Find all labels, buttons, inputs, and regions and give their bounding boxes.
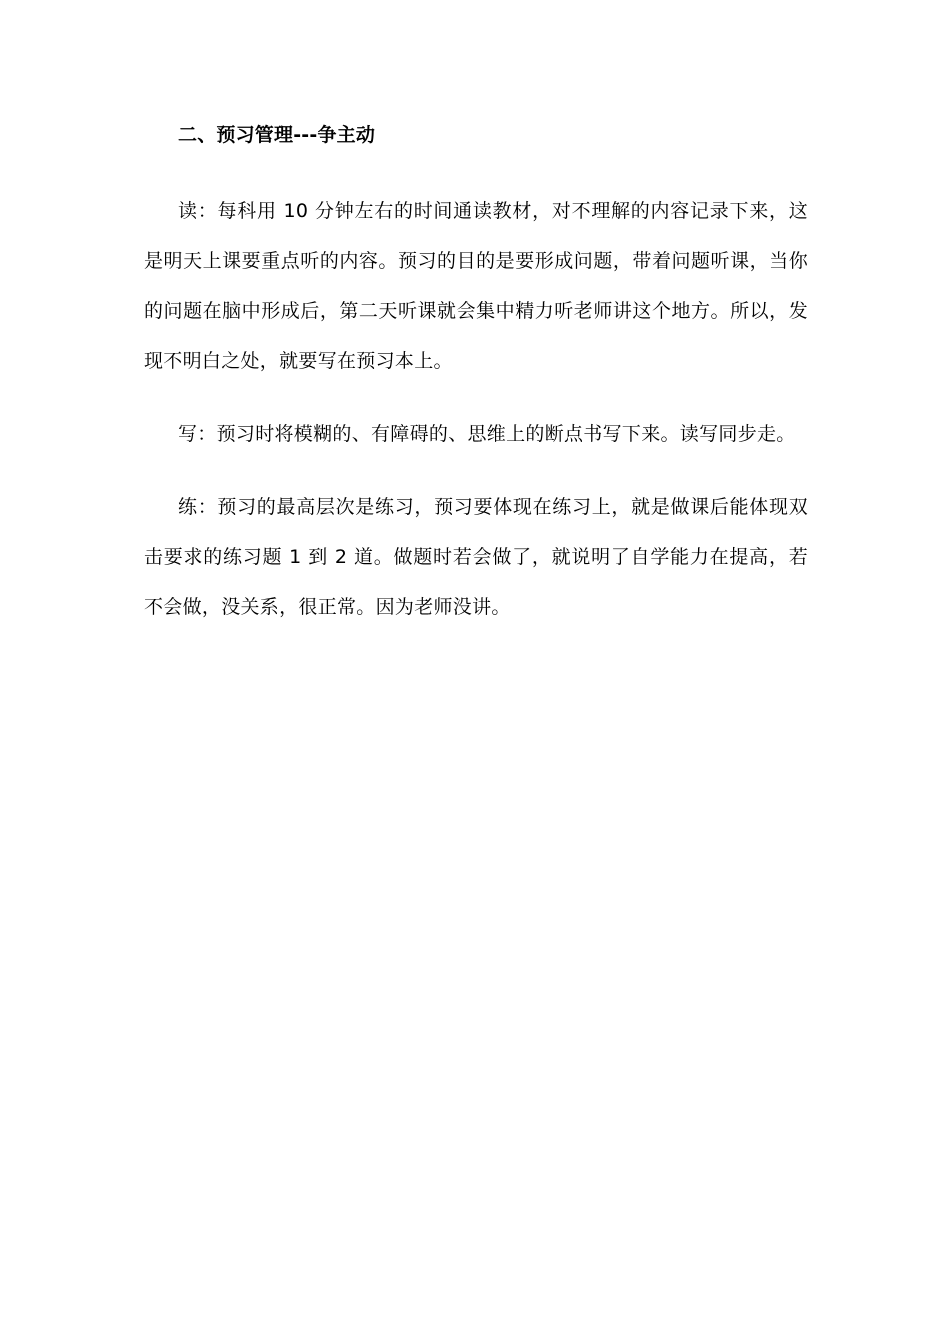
section-heading: 二、预习管理---争主动 — [178, 124, 376, 146]
paragraph-read: 读：每科用 10 分钟左右的时间通读教材，对不理解的内容记录下来，这是明天上课要重点听的内容。预习的目的是要形成问题，带着问题听课，当你的问题在脑中形成后，第二天听课就会集中精力听老师讲这个地方。所以，发现不明白之处，就要写在预习本上。 — [144, 200, 808, 372]
document-body — [144, 116, 808, 632]
paragraph-practice: 练：预习的最高层次是练习，预习要体现在练习上，就是做课后能体现双击要求的练习题 1 到 2 道。做题时若会做了，就说明了自学能力在提高，若不会做，没关系，很正常。因为老师没讲。 — [144, 496, 808, 618]
paragraph-write: 写：预习时将模糊的、有障碍的、思维上的断点书写下来。读写同步走。 — [178, 423, 796, 445]
